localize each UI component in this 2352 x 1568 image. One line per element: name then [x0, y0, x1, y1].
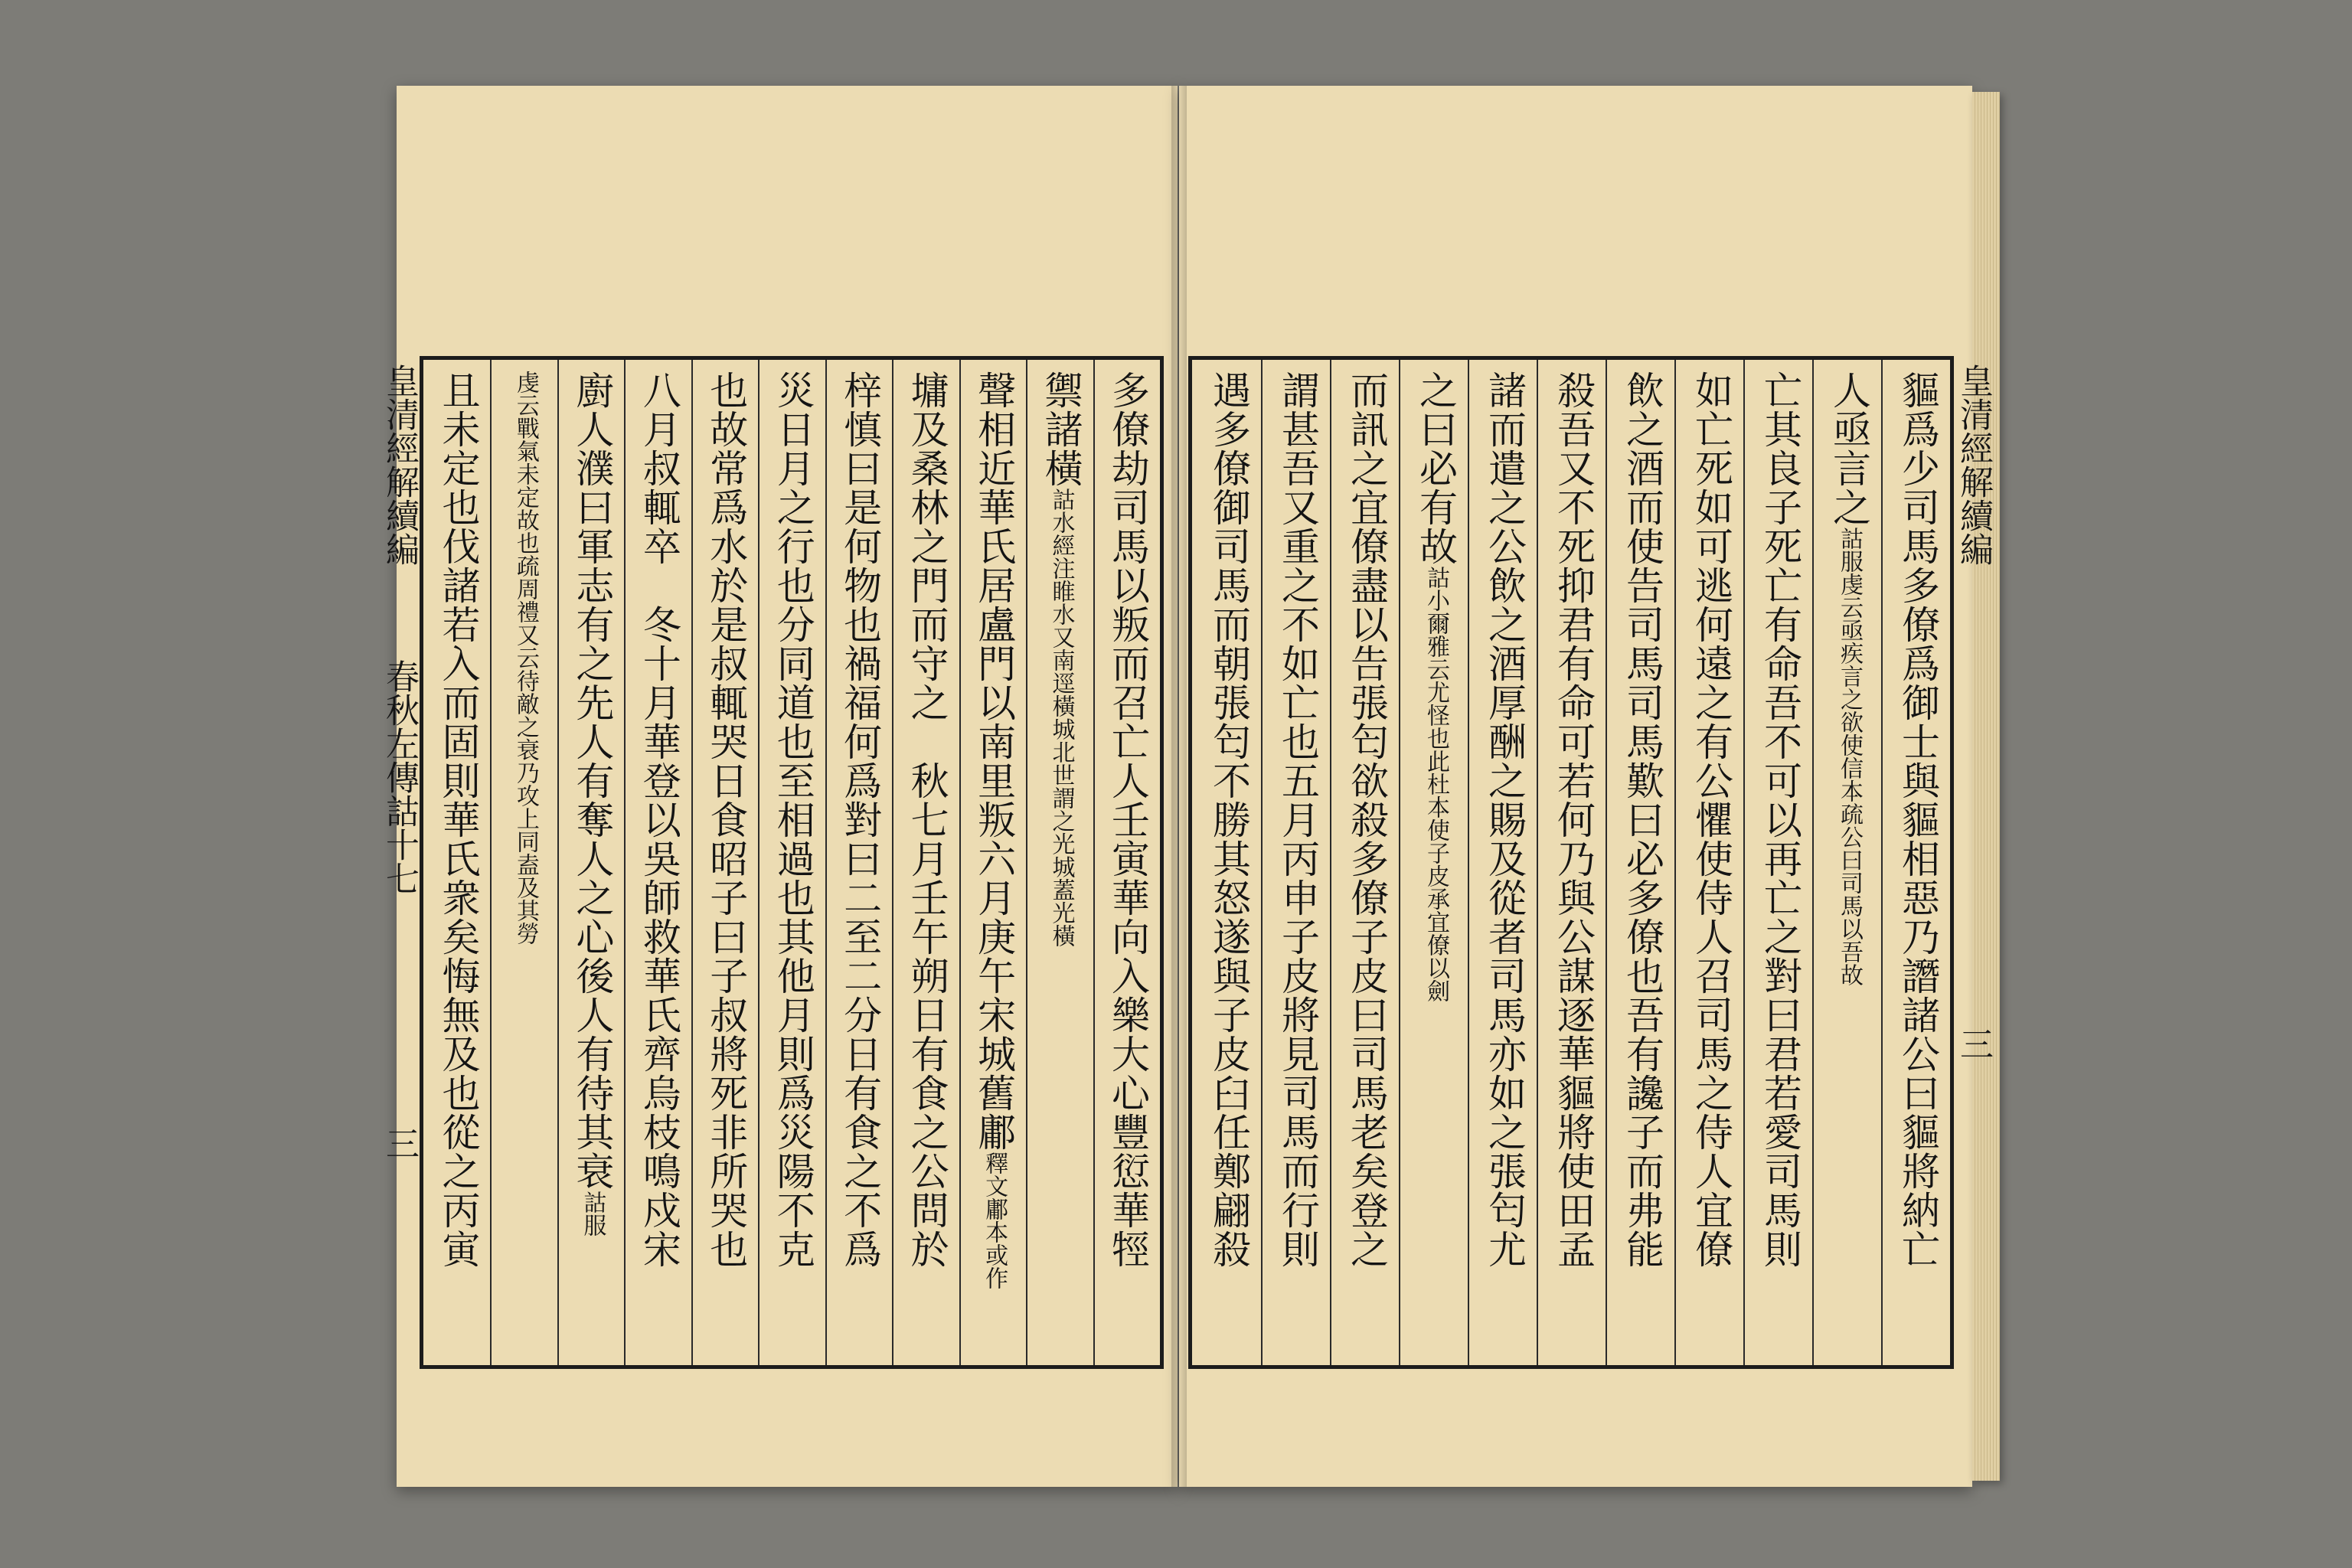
left-text-column — [1093, 360, 1160, 1365]
right-column-main-text: 謂甚吾又重之不如亡也五月丙申子皮將見司馬而行則 — [1276, 371, 1320, 1269]
left-column-main-text: 且未定也伐諸若入而固則華氏衆矣悔無及也從之丙寅 — [436, 371, 481, 1269]
right-text-column — [1399, 360, 1468, 1365]
right-text-column — [1812, 360, 1881, 1365]
left-text-column — [624, 360, 691, 1365]
left-text-column — [557, 360, 624, 1365]
right-text-column — [1881, 360, 1950, 1365]
left-column-main-text: 廚人濮曰軍志有之先人有奪人之心後人有待其衰 — [570, 371, 615, 1191]
right-column-main-text: 如亡死如可逃何遠之有公懼使侍人召司馬之侍人宜僚 — [1689, 371, 1733, 1269]
left-column-main-text: 災日月之行也分同道也至相過也其他月則爲災陽不克 — [770, 371, 815, 1269]
left-column-main-text: 墉及桑林之門而守之 秋七月壬午朔日有食之公問於 — [904, 371, 949, 1269]
left-margin-column — [375, 356, 423, 1377]
left-text-column — [1026, 360, 1093, 1365]
left-column-main-text: 多僚劫司馬以叛而召亡人壬寅華向入樂大心豐愆華牼 — [1105, 371, 1150, 1269]
right-margin-page-number: 三 — [1954, 1027, 1993, 1060]
left-text-column — [758, 360, 825, 1365]
left-text-column — [691, 360, 758, 1365]
right-margin-column — [1949, 356, 1997, 1377]
right-text-frame — [1188, 356, 1954, 1369]
left-text-column — [490, 360, 557, 1365]
left-text-column — [825, 360, 892, 1365]
left-column-commentary: 虔云戰氣未定故也疏周禮又云待敵之衰乃攻上同盍及其勞 — [511, 371, 539, 945]
right-text-column — [1261, 360, 1330, 1365]
left-column-commentary: 釋文鄘本或作 — [981, 1152, 1008, 1289]
right-column-main-text: 人亟言之 — [1827, 371, 1871, 527]
left-column-main-text: 禦諸橫 — [1038, 371, 1083, 488]
right-column-main-text: 殺吾又不死抑君有命可若何乃與公謀逐華貙將使田孟 — [1551, 371, 1596, 1269]
left-column-commentary: 詁水經注睢水又南逕橫城北世謂之光城蓋光橫 — [1047, 488, 1075, 947]
right-text-column — [1330, 360, 1399, 1365]
right-column-main-text: 而訊之宜僚盡以告張匄欲殺多僚子皮曰司馬老矣登之 — [1344, 371, 1389, 1269]
right-text-column — [1743, 360, 1812, 1365]
left-text-column — [423, 360, 490, 1365]
right-text-column — [1537, 360, 1606, 1365]
right-text-column — [1468, 360, 1537, 1365]
right-column-main-text: 貙爲少司馬多僚爲御士與貙相惡乃譖諸公曰貙將納亡 — [1896, 371, 1940, 1269]
right-column-main-text: 之曰必有故 — [1413, 371, 1458, 566]
left-text-frame — [420, 356, 1164, 1369]
right-column-main-text: 亡其良子死亡有命吾不可以再亡之對曰君若愛司馬則 — [1758, 371, 1802, 1269]
left-column-main-text: 梓慎曰是何物也禍福何爲對曰二至二分日有食之不爲 — [838, 371, 883, 1269]
left-margin-page-number: 三 — [380, 1126, 419, 1160]
right-text-column — [1674, 360, 1743, 1365]
right-text-column — [1192, 360, 1261, 1365]
right-column-main-text: 遇多僚御司馬而朝張匄不勝其怒遂與子皮臼任鄭翩殺 — [1207, 371, 1251, 1269]
book-gutter — [1171, 86, 1187, 1487]
left-margin-title: 皇清經解續編 — [380, 364, 419, 566]
left-text-column — [892, 360, 959, 1365]
left-column-main-text: 聲相近華氏居盧門以南里叛六月庚午宋城舊鄘 — [972, 371, 1017, 1152]
left-column-commentary: 詁服 — [579, 1191, 606, 1236]
right-column-commentary: 詁服虔云亟疾言之欲使信本疏公曰司馬以吾故 — [1836, 527, 1863, 986]
right-column-main-text: 諸而遣之公飲之酒厚酬之賜及從者司馬亦如之張匄尤 — [1482, 371, 1527, 1269]
left-column-main-text: 八月叔輒卒 冬十月華登以吳師救華氏齊烏枝鳴戍宋 — [636, 371, 681, 1269]
right-column-commentary: 詁小爾雅云尤怪也此杜本使子皮承宜僚以劍 — [1423, 566, 1449, 1002]
right-text-column — [1606, 360, 1674, 1365]
right-column-main-text: 飲之酒而使告司馬司馬歎曰必多僚也吾有讒子而弗能 — [1620, 371, 1664, 1269]
right-margin-title: 皇清經解續編 — [1954, 364, 1993, 566]
left-margin-subtitle: 春秋左傳詁十七 — [380, 659, 419, 895]
left-column-main-text: 也故常爲水於是叔輒哭日食昭子曰子叔將死非所哭也 — [704, 371, 749, 1269]
left-text-column — [959, 360, 1026, 1365]
